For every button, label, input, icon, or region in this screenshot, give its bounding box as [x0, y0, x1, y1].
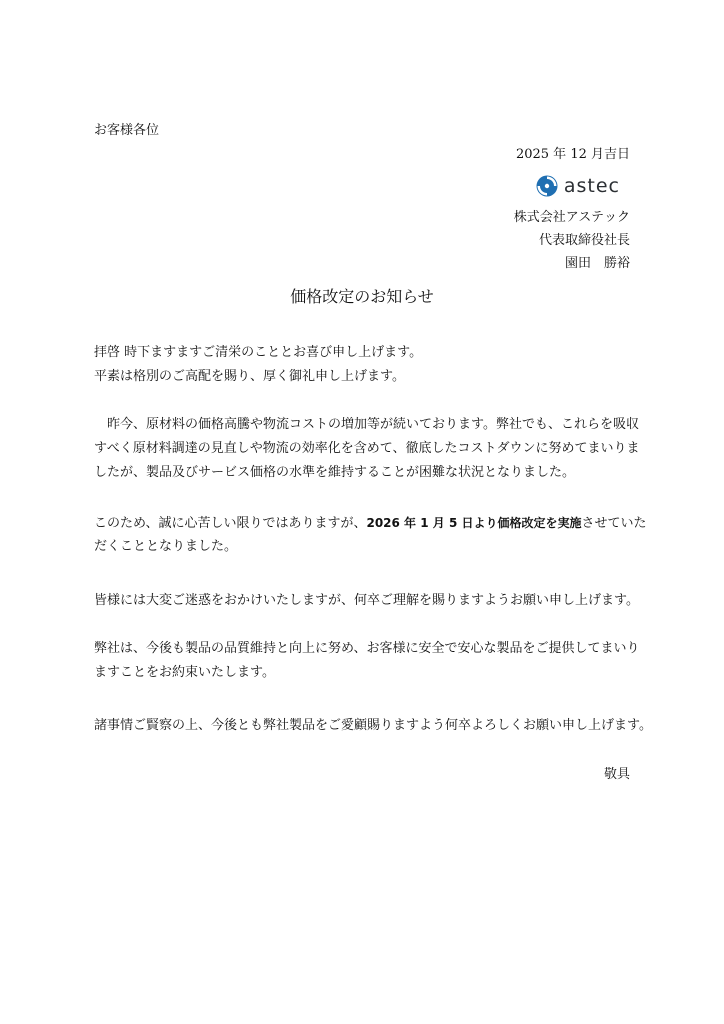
paragraph-line: すべく原材料調達の見直しや物流の効率化を含めて、徹底したコストダウンに努めてまいりま: [94, 441, 640, 456]
body-paragraph-5: [94, 714, 652, 738]
paragraph-line: だくこととなりました。: [94, 539, 238, 554]
closing-word: 敬具: [603, 767, 630, 782]
letter-date: 2025 年 12 月吉日: [515, 147, 630, 162]
greeting-paragraph: [94, 341, 639, 389]
paragraph-line: したが、製品及びサービス価格の水準を維持することが困難な状況となりました。: [94, 465, 576, 480]
body-paragraph-1: [94, 413, 639, 485]
paragraph-line: 諸事情ご賢察の上、今後とも弊社製品をご愛顧賜りますよう何卒よろしくお願い申し上げます。: [94, 718, 652, 733]
paragraph-line: 弊社は、今後も製品の品質維持と向上に努め、お客様に安全で安心な製品をご提供してまいり: [94, 641, 640, 656]
sender-name: 園田 勝裕: [564, 256, 630, 271]
sender-company: 株式会社アステック: [513, 210, 630, 225]
paragraph-line: ますことをお約束いたします。: [94, 665, 275, 680]
company-logo: [536, 175, 620, 197]
sender-title: 代表取締役社長: [538, 233, 630, 248]
recipient: お客様各位: [94, 123, 160, 138]
astec-logo-icon: [536, 175, 558, 197]
paragraph-line: 皆様には大変ご迷惑をおかけいたしますが、何卒ご理解を賜りますようお願い申し上げます。: [94, 593, 639, 608]
body-paragraph-2: [94, 511, 647, 559]
greeting-line: 拝啓 時下ますますご清栄のこととお喜び申し上げます。: [94, 345, 423, 360]
paragraph-text: このため、誠に心苦しい限りではありますが、: [94, 516, 367, 531]
letter-subject: 価格改定のお知らせ: [290, 287, 434, 306]
body-paragraph-3: [94, 589, 639, 613]
body-paragraph-4: [94, 637, 639, 685]
logo-wordmark: astec: [563, 175, 620, 197]
greeting-line: 平素は格別のご高配を賜り、厚く御礼申し上げます。: [94, 369, 405, 384]
paragraph-line: [94, 511, 647, 535]
paragraph-line: 昨今、原材料の価格高騰や物流コストの増加等が続いております。弊社でも、これらを吸収: [94, 417, 639, 432]
price-revision-date: 2026 年 1 月 5 日より価格改定を実施: [366, 516, 582, 530]
paragraph-text: させていた: [581, 516, 647, 531]
